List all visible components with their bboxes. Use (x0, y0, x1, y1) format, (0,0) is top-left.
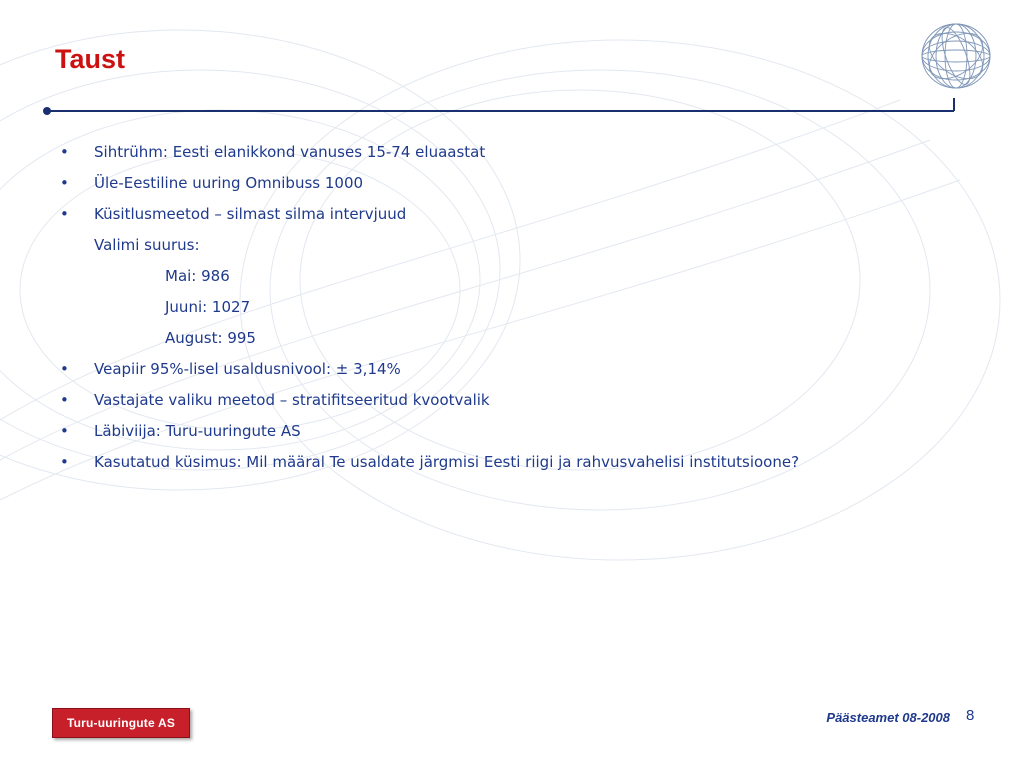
bullet-marker: • (60, 143, 69, 161)
sample-size-text: Juuni: 1027 (165, 298, 251, 316)
list-item (60, 205, 820, 223)
list-item-text: Läbiviija: Turu-uuringute AS (94, 422, 301, 440)
bullet-marker: • (60, 453, 69, 471)
globe-logo-icon (918, 18, 994, 94)
sample-size-item (60, 298, 820, 316)
slide-body (60, 143, 820, 484)
sample-size-text: Mai: 986 (165, 267, 230, 285)
list-item (60, 360, 820, 378)
list-item (60, 391, 820, 409)
sample-size-item (60, 267, 820, 285)
company-logo (52, 708, 190, 738)
list-item (60, 422, 820, 440)
list-item-text: Vastajate valiku meetod – stratifitseeritud kvootvalik (94, 391, 490, 409)
company-logo-text: Turu-uuringute AS (66, 716, 176, 730)
list-item-text: Valimi suurus: (94, 236, 200, 254)
slide-title: Taust (55, 44, 126, 74)
list-item-text: Üle-Eestiline uuring Omnibuss 1000 (94, 174, 364, 192)
bullet-marker: • (60, 174, 69, 192)
list-item-text: Veapiir 95%-lisel usaldusnivool: ± 3,14% (94, 360, 401, 378)
footer-org-date: Päästeamet 08-2008 (826, 710, 950, 725)
list-item (60, 143, 820, 161)
list-item-text: Sihtrühm: Eesti elanikkond vanuses 15-74 eluaastat (94, 143, 486, 161)
bullet-marker: • (60, 360, 69, 378)
list-item (60, 174, 820, 192)
sample-size-text: August: 995 (165, 329, 256, 347)
sample-size-item (60, 329, 820, 347)
bullet-marker: • (60, 205, 69, 223)
list-item (60, 236, 820, 254)
list-item (60, 453, 820, 471)
bullet-marker: • (60, 391, 69, 409)
title-divider (0, 90, 1024, 130)
page-number: 8 (966, 707, 975, 724)
list-item-text: Kasutatud küsimus: Mil määral Te usaldate järgmisi Eesti riigi ja rahvusvahelisi institutsioone? (94, 453, 800, 471)
list-item-text: Küsitlusmeetod – silmast silma intervjuud (94, 205, 407, 223)
bullet-marker: • (60, 422, 69, 440)
